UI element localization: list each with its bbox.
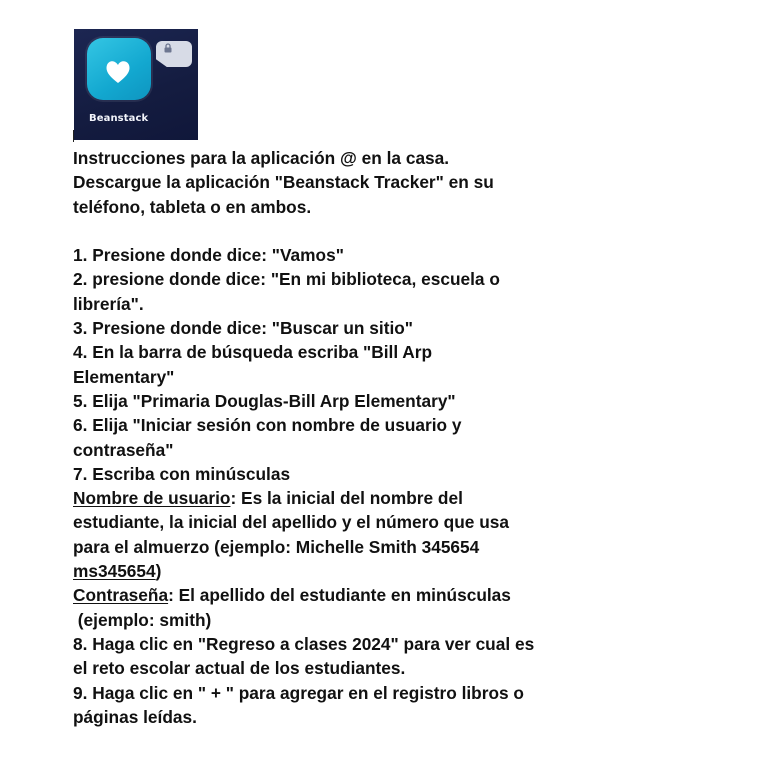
lock-icon: [163, 43, 173, 53]
chat-bubble-icon: [156, 41, 192, 67]
spacer: [73, 219, 713, 243]
password-label: Contraseña: [73, 585, 169, 606]
step-line: 1. Presione donde dice: "Vamos": [73, 245, 344, 266]
password-line: (ejemplo: smith): [73, 609, 212, 630]
intro-line: Descargue la aplicación "Beanstack Tracker" en su: [73, 172, 494, 193]
step-line: librería".: [73, 293, 144, 314]
password-text: : El apellido del estudiante en minúsculas: [168, 585, 511, 606]
username-text: : Es la inicial del nombre del: [230, 488, 463, 509]
step-line: el reto escolar actual de los estudiantes.: [73, 658, 406, 679]
password-line: [73, 583, 713, 607]
username-example-tail: ): [155, 561, 162, 582]
step-line: 6. Elija "Iniciar sesión con nombre de usuario y: [73, 415, 462, 436]
step-line: páginas leídas.: [73, 706, 197, 727]
step-line: 7. Escriba con minúsculas: [73, 463, 291, 484]
instructions-document: [73, 146, 713, 729]
heart-icon: [103, 57, 133, 87]
step-line: contraseña": [73, 439, 174, 460]
logo-label: Beanstack: [89, 113, 149, 124]
intro-line: Instrucciones para la aplicación @ en la casa.: [73, 148, 450, 168]
username-line: estudiante, la inicial del apellido y el número que usa: [73, 512, 509, 533]
beanstack-logo: [74, 29, 198, 140]
step-line: Elementary": [73, 366, 175, 387]
username-line: para el almuerzo (ejemplo: Michelle Smith 345654: [73, 536, 480, 557]
step-line: 8. Haga clic en "Regreso a clases 2024" para ver cual es: [73, 633, 535, 654]
username-line: [73, 486, 713, 510]
username-example: ms345654: [73, 561, 156, 582]
step-line: 2. presione donde dice: "En mi biblioteca, escuela o: [73, 269, 500, 290]
intro-line: teléfono, tableta o en ambos.: [73, 196, 312, 217]
text-cursor: [73, 130, 74, 142]
username-label: Nombre de usuario: [73, 488, 231, 509]
username-example-line: [73, 559, 713, 583]
step-line: 3. Presione donde dice: "Buscar un sitio": [73, 318, 414, 339]
step-line: 4. En la barra de búsqueda escriba "Bill Arp: [73, 342, 433, 363]
step-line: 5. Elija "Primaria Douglas-Bill Arp Elementary": [73, 390, 456, 411]
step-line: 9. Haga clic en " + " para agregar en el registro libros o: [73, 682, 524, 703]
